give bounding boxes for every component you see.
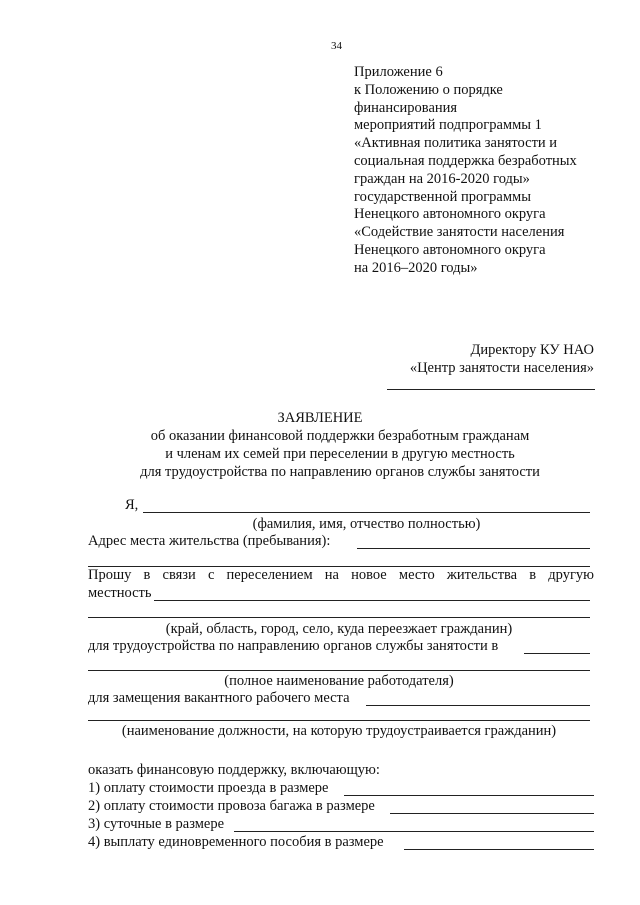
support-item-1: 1) оплату стоимости проезда в размере <box>88 780 329 796</box>
appendix-line: Приложение 6 <box>354 64 443 80</box>
appendix-line: мероприятий подпрограммы 1 <box>354 117 542 134</box>
address-label: Адрес места жительства (пребывания): <box>88 533 331 549</box>
fio-field[interactable] <box>143 512 590 513</box>
appendix-line: граждан на 2016-2020 годы» <box>354 170 530 187</box>
address-field-1[interactable] <box>357 548 590 549</box>
request-line: Прошу в связи с переселением на новое место жительства в другую <box>88 567 594 583</box>
i-label: Я, <box>125 497 139 513</box>
support-item-1-field[interactable] <box>344 795 594 796</box>
addressee-name-line[interactable] <box>387 389 595 390</box>
title-subline-2: и членам их семей при переселении в другую местность <box>165 446 515 462</box>
page-number: 34 <box>331 40 342 52</box>
appendix-line: «Содействие занятости населения <box>354 224 565 241</box>
appendix-block <box>354 64 577 278</box>
support-item-2: 2) оплату стоимости провоза багажа в размере <box>88 798 375 814</box>
vacancy-field-1[interactable] <box>366 705 590 706</box>
appendix-line: финансирования <box>354 99 458 116</box>
addressee-line-2: «Центр занятости населения» <box>409 360 594 376</box>
title-subline-3: для трудоустройства по направлению органов службы занятости <box>140 464 540 480</box>
addressee-line-1: Директору КУ НАО <box>470 342 594 358</box>
employment-field-1[interactable] <box>524 653 590 654</box>
support-item-3: 3) суточные в размере <box>88 816 225 832</box>
employer-hint: (полное наименование работодателя) <box>224 673 454 689</box>
appendix-line: социальная поддержка безработных <box>354 152 577 169</box>
position-hint: (наименование должности, на которую трудоустраивается гражданин) <box>121 723 557 739</box>
appendix-line: Ненецкого автономного округа <box>354 241 546 258</box>
support-item-4-field[interactable] <box>404 849 594 850</box>
support-item-3-field[interactable] <box>234 831 594 832</box>
locality-label: местность <box>88 585 152 601</box>
support-item-2-field[interactable] <box>390 813 594 814</box>
document-title: ЗАЯВЛЕНИЕ <box>277 410 363 426</box>
locality-field-1[interactable] <box>154 600 590 601</box>
title-subline-1: об оказании финансовой поддержки безработным гражданам <box>150 428 530 444</box>
locality-field-2[interactable] <box>88 617 590 618</box>
vacancy-field-2[interactable] <box>88 720 590 721</box>
support-intro: оказать финансовую поддержку, включающую: <box>88 762 380 778</box>
appendix-line: «Активная политика занятости и <box>354 135 558 152</box>
place-hint: (край, область, город, село, куда переезжает гражданин) <box>165 621 513 637</box>
employment-label: для трудоустройства по направлению органов службы занятости в <box>88 638 499 654</box>
appendix-line: на 2016–2020 годы» <box>354 259 478 276</box>
employment-field-2[interactable] <box>88 670 590 671</box>
vacancy-label: для замещения вакантного рабочего места <box>88 690 350 706</box>
fio-hint: (фамилия, имя, отчество полностью) <box>252 516 481 532</box>
support-item-4: 4) выплату единовременного пособия в размере <box>88 834 384 850</box>
appendix-line: государственной программы <box>354 188 531 205</box>
appendix-line: Ненецкого автономного округа <box>354 206 546 223</box>
appendix-line: к Положению о порядке <box>354 81 503 98</box>
